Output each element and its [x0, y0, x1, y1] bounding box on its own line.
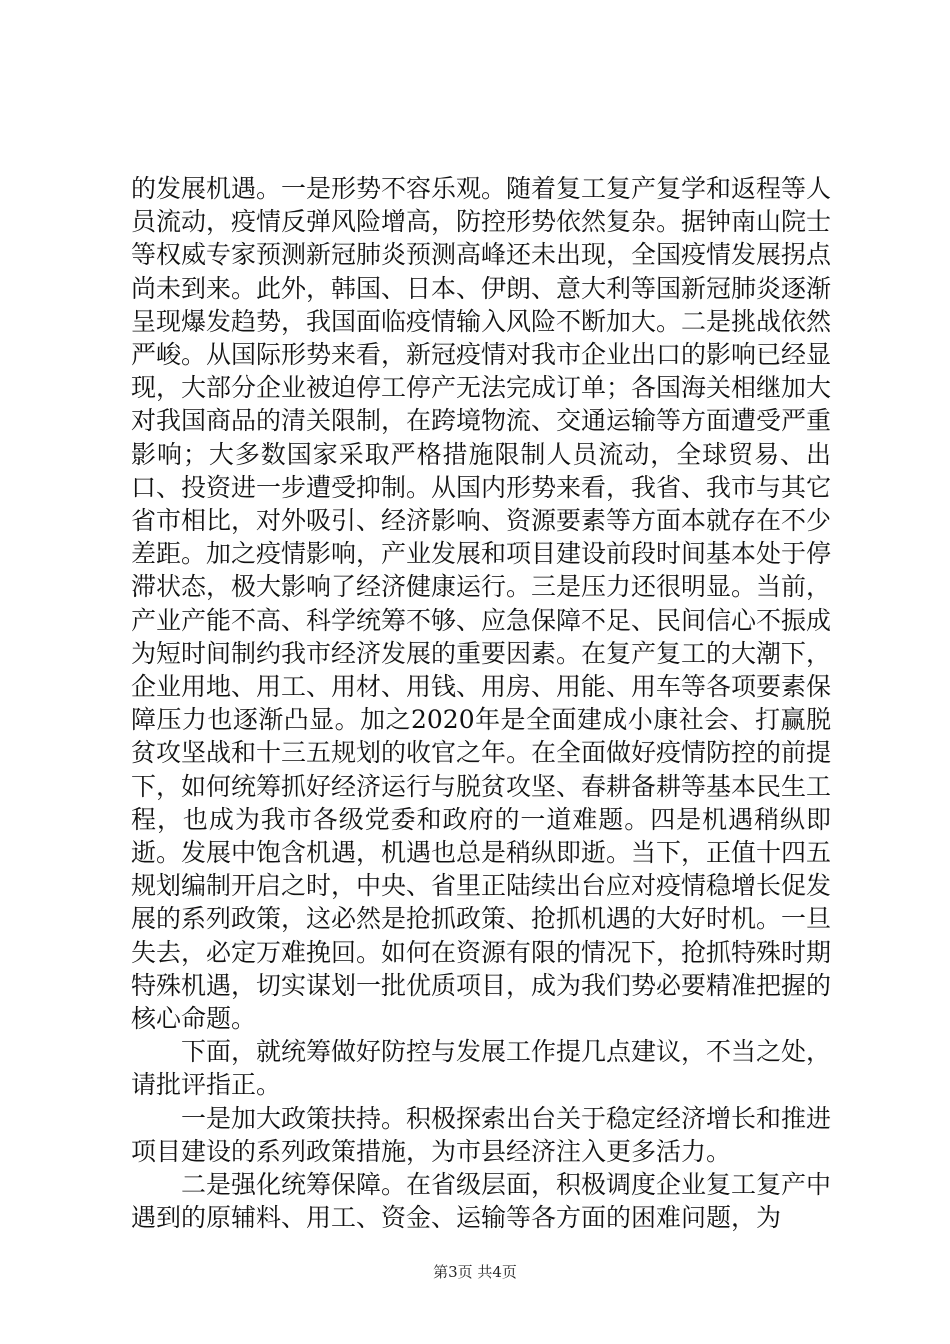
document-body — [131, 172, 831, 1235]
page-number-footer: 第3页 共4页 — [433, 1263, 517, 1281]
paragraph-1: 的发展机遇。一是形势不容乐观。随着复工复产复学和返程等人员流动，疫情反弹风险增高，防控形势依然复杂。据钟南山院士等权威专家预测新冠肺炎预测高峰还未出现，全国疫情发展拐点尚未到来。此外，韩国、日本、伊朗、意大利等国新冠肺炎逐渐呈现爆发趋势，我国面临疫情输入风险不断加大。二是挑战依然严峻。从国际形势来看，新冠疫情对我市企业出口的影响已经显现，大部分企业被迫停工停产无法完成订单；各国海关相继加大对我国商品的清关限制，在跨境物流、交通运输等方面遭受严重影响；大多数国家采取严格措施限制人员流动，全球贸易、出口、投资进一步遭受抑制。从国内形势来看，我省、我市与其它省市相比，对外吸引、经济影响、资源要素等方面本就存在不少差距。加之疫情影响，产业发展和项目建设前段时间基本处于停滞状态，极大影响了经济健康运行。三是压力还很明显。当前，产业产能不高、科学统筹不够、应急保障不足、民间信心不振成为短时间制约我市经济发展的重要因素。在复产复工的大潮下，企业用地、用工、用材、用钱、用房、用能、用车等各项要素保障压力也逐渐凸显。加之2020年是全面建成小康社会、打赢脱贫攻坚战和十三五规划的收官之年。在全面做好疫情防控的前提下，如何统筹抓好经济运行与脱贫攻坚、春耕备耕等基本民生工程，也成为我市各级党委和政府的一道难题。四是机遇稍纵即逝。发展中饱含机遇，机遇也总是稍纵即逝。当下，正值十四五规划编制开启之时，中央、省里正陆续出台应对疫情稳增长促发展的系列政策，这必然是抢抓政策、抢抓机遇的大好时机。一旦失去，必定万难挽回。如何在资源有限的情况下，抢抓特殊时期特殊机遇，切实谋划一批优质项目，成为我们势必要精准把握的核心命题。 — [131, 174, 832, 1034]
paragraph-3: 一是加大政策扶持。积极探索出台关于稳定经济增长和推进项目建设的系列政策措施，为市县经济注入更多活力。 — [131, 1103, 832, 1166]
paragraph-4: 二是强化统筹保障。在省级层面，积极调度企业复工复产中遇到的原辅料、用工、资金、运输等各方面的困难问题，为 — [131, 1170, 832, 1233]
paragraph-2: 下面，就统筹做好防控与发展工作提几点建议，不当之处，请批评指正。 — [131, 1037, 832, 1100]
